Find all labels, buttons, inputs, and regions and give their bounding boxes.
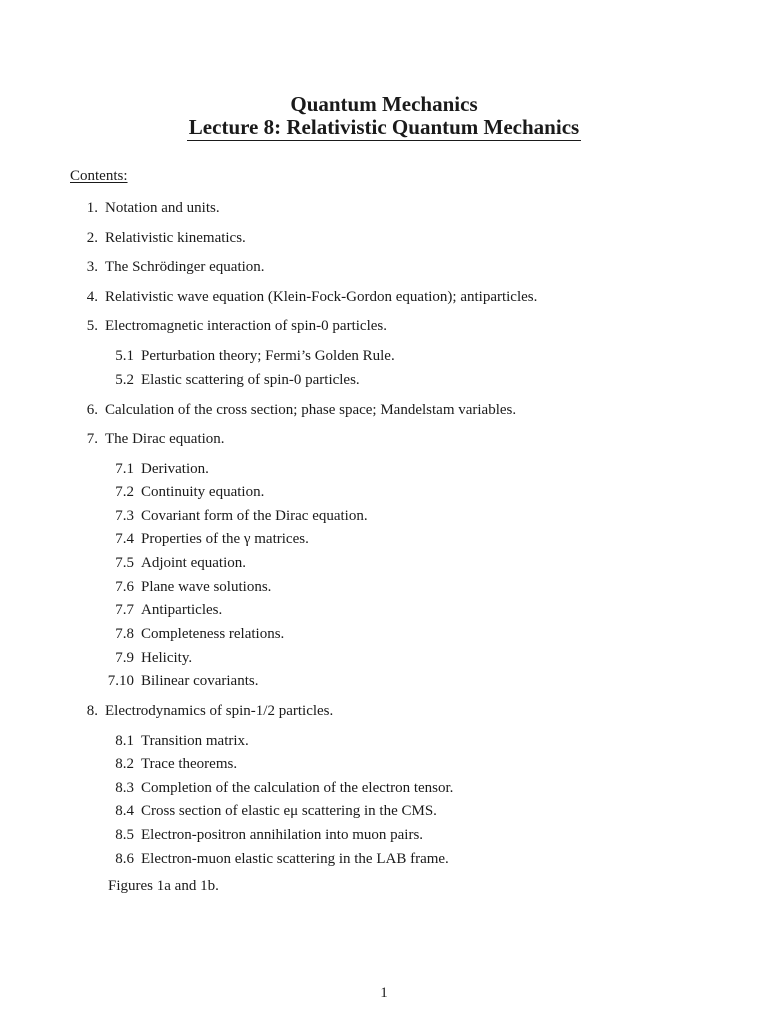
toc-item-number: 8.1: [115, 733, 134, 749]
toc-item-number: 4.: [86, 289, 98, 305]
toc-subitem: [0, 483, 264, 501]
toc-item: [0, 288, 537, 306]
toc-subitem: [0, 802, 437, 820]
toc-item-label: Relativistic wave equation (Klein-Fock-Gordon equation); antiparticles.: [105, 289, 538, 305]
toc-subitem: [0, 371, 360, 389]
page-number: 1: [380, 985, 388, 1001]
toc-item: [0, 199, 220, 217]
toc-subitem: [0, 649, 192, 667]
toc-item-number: 7.: [86, 431, 98, 447]
toc-item-number: 7.10: [107, 673, 134, 689]
toc-item-label: Properties of the γ matrices.: [141, 531, 309, 547]
document-title: Quantum Mechanics: [290, 92, 478, 116]
toc-item-label: Electromagnetic interaction of spin-0 particles.: [105, 318, 387, 334]
toc-item-label: Electrodynamics of spin-1/2 particles.: [105, 703, 334, 719]
toc-item-number: 7.5: [115, 555, 134, 571]
toc-item-label: Completion of the calculation of the electron tensor.: [141, 780, 454, 796]
toc-item-label: Adjoint equation.: [141, 555, 246, 571]
toc-item-label: Relativistic kinematics.: [105, 230, 246, 246]
toc-item-number: 5.: [86, 318, 98, 334]
toc-item-label: Electron-muon elastic scattering in the LAB frame.: [141, 851, 449, 867]
toc-item-label: Bilinear covariants.: [141, 673, 259, 689]
toc-item-label: Antiparticles.: [141, 602, 223, 618]
toc-item-number: 7.2: [115, 484, 134, 500]
toc-item-number: 6.: [86, 402, 98, 418]
toc-item-number: 2.: [86, 230, 98, 246]
toc-item-number: 7.8: [115, 626, 134, 642]
toc-item-number: 8.5: [115, 827, 134, 843]
document-subtitle: Lecture 8: Relativistic Quantum Mechanics: [188, 115, 580, 139]
toc-item-number: 1.: [86, 200, 98, 216]
toc-item-label: Plane wave solutions.: [141, 579, 272, 595]
toc-item-number: 8.2: [115, 756, 134, 772]
toc-subitem: [0, 507, 368, 525]
toc-item-number: 3.: [86, 259, 98, 275]
toc-subitem: [0, 779, 453, 797]
toc-item-label: Helicity.: [141, 650, 193, 666]
toc-item-label: Elastic scattering of spin-0 particles.: [141, 372, 360, 388]
toc-item-number: 7.6: [115, 579, 134, 595]
toc-subitem: [0, 601, 222, 619]
toc-item-number: 7.9: [115, 650, 134, 666]
toc-item-number: 7.1: [115, 461, 134, 477]
toc-item-number: 7.7: [115, 602, 134, 618]
toc-item-label: The Schrödinger equation.: [105, 259, 265, 275]
toc-item: [0, 229, 246, 247]
toc-item-label: Covariant form of the Dirac equation.: [141, 508, 368, 524]
toc-subitem: [0, 732, 249, 750]
toc-item-label: Calculation of the cross section; phase space; Mandelstam variables.: [105, 402, 517, 418]
toc-subitem: [0, 850, 449, 868]
toc-item: [0, 430, 225, 448]
toc-subitem: [0, 672, 258, 690]
toc-item-number: 7.4: [115, 531, 134, 547]
toc-item-number: 8.4: [115, 803, 134, 819]
toc-item-label: Continuity equation.: [141, 484, 265, 500]
toc-item-number: 8.: [86, 703, 98, 719]
toc-item-label: Transition matrix.: [141, 733, 249, 749]
toc-item-number: 7.3: [115, 508, 134, 524]
toc-item-number: 5.2: [115, 372, 134, 388]
toc-item-label: Trace theorems.: [141, 756, 238, 772]
toc-item-label: The Dirac equation.: [105, 431, 225, 447]
toc-item-label: Derivation.: [141, 461, 209, 477]
toc-item-label: Notation and units.: [105, 200, 220, 216]
toc-item: [0, 401, 516, 419]
toc-item-number: 8.6: [115, 851, 134, 867]
document-subtitle-wrap: [0, 116, 768, 141]
toc-subitem: [0, 554, 246, 572]
toc-item-number: 5.1: [115, 348, 134, 364]
toc-item: [0, 702, 333, 720]
toc-item-label: Electron-positron annihilation into muon pairs.: [141, 827, 424, 843]
toc-subitem: [0, 460, 209, 478]
toc-subitem: [0, 347, 395, 365]
toc-item-number: 8.3: [115, 780, 134, 796]
toc-subitem: [0, 578, 271, 596]
contents-label: Contents:: [70, 168, 128, 184]
toc-item-label: Cross section of elastic eμ scattering in the CMS.: [141, 803, 437, 819]
toc-subitem: [0, 826, 423, 844]
toc-item-label: Perturbation theory; Fermi’s Golden Rule.: [141, 348, 395, 364]
figures-note: Figures 1a and 1b.: [108, 878, 219, 894]
toc-item: [0, 258, 265, 276]
title-block: [0, 93, 768, 141]
toc-subitem: [0, 625, 284, 643]
toc-item-label: Completeness relations.: [141, 626, 285, 642]
toc-subitem: [0, 530, 309, 548]
toc-item: [0, 317, 387, 335]
toc-subitem: [0, 755, 237, 773]
